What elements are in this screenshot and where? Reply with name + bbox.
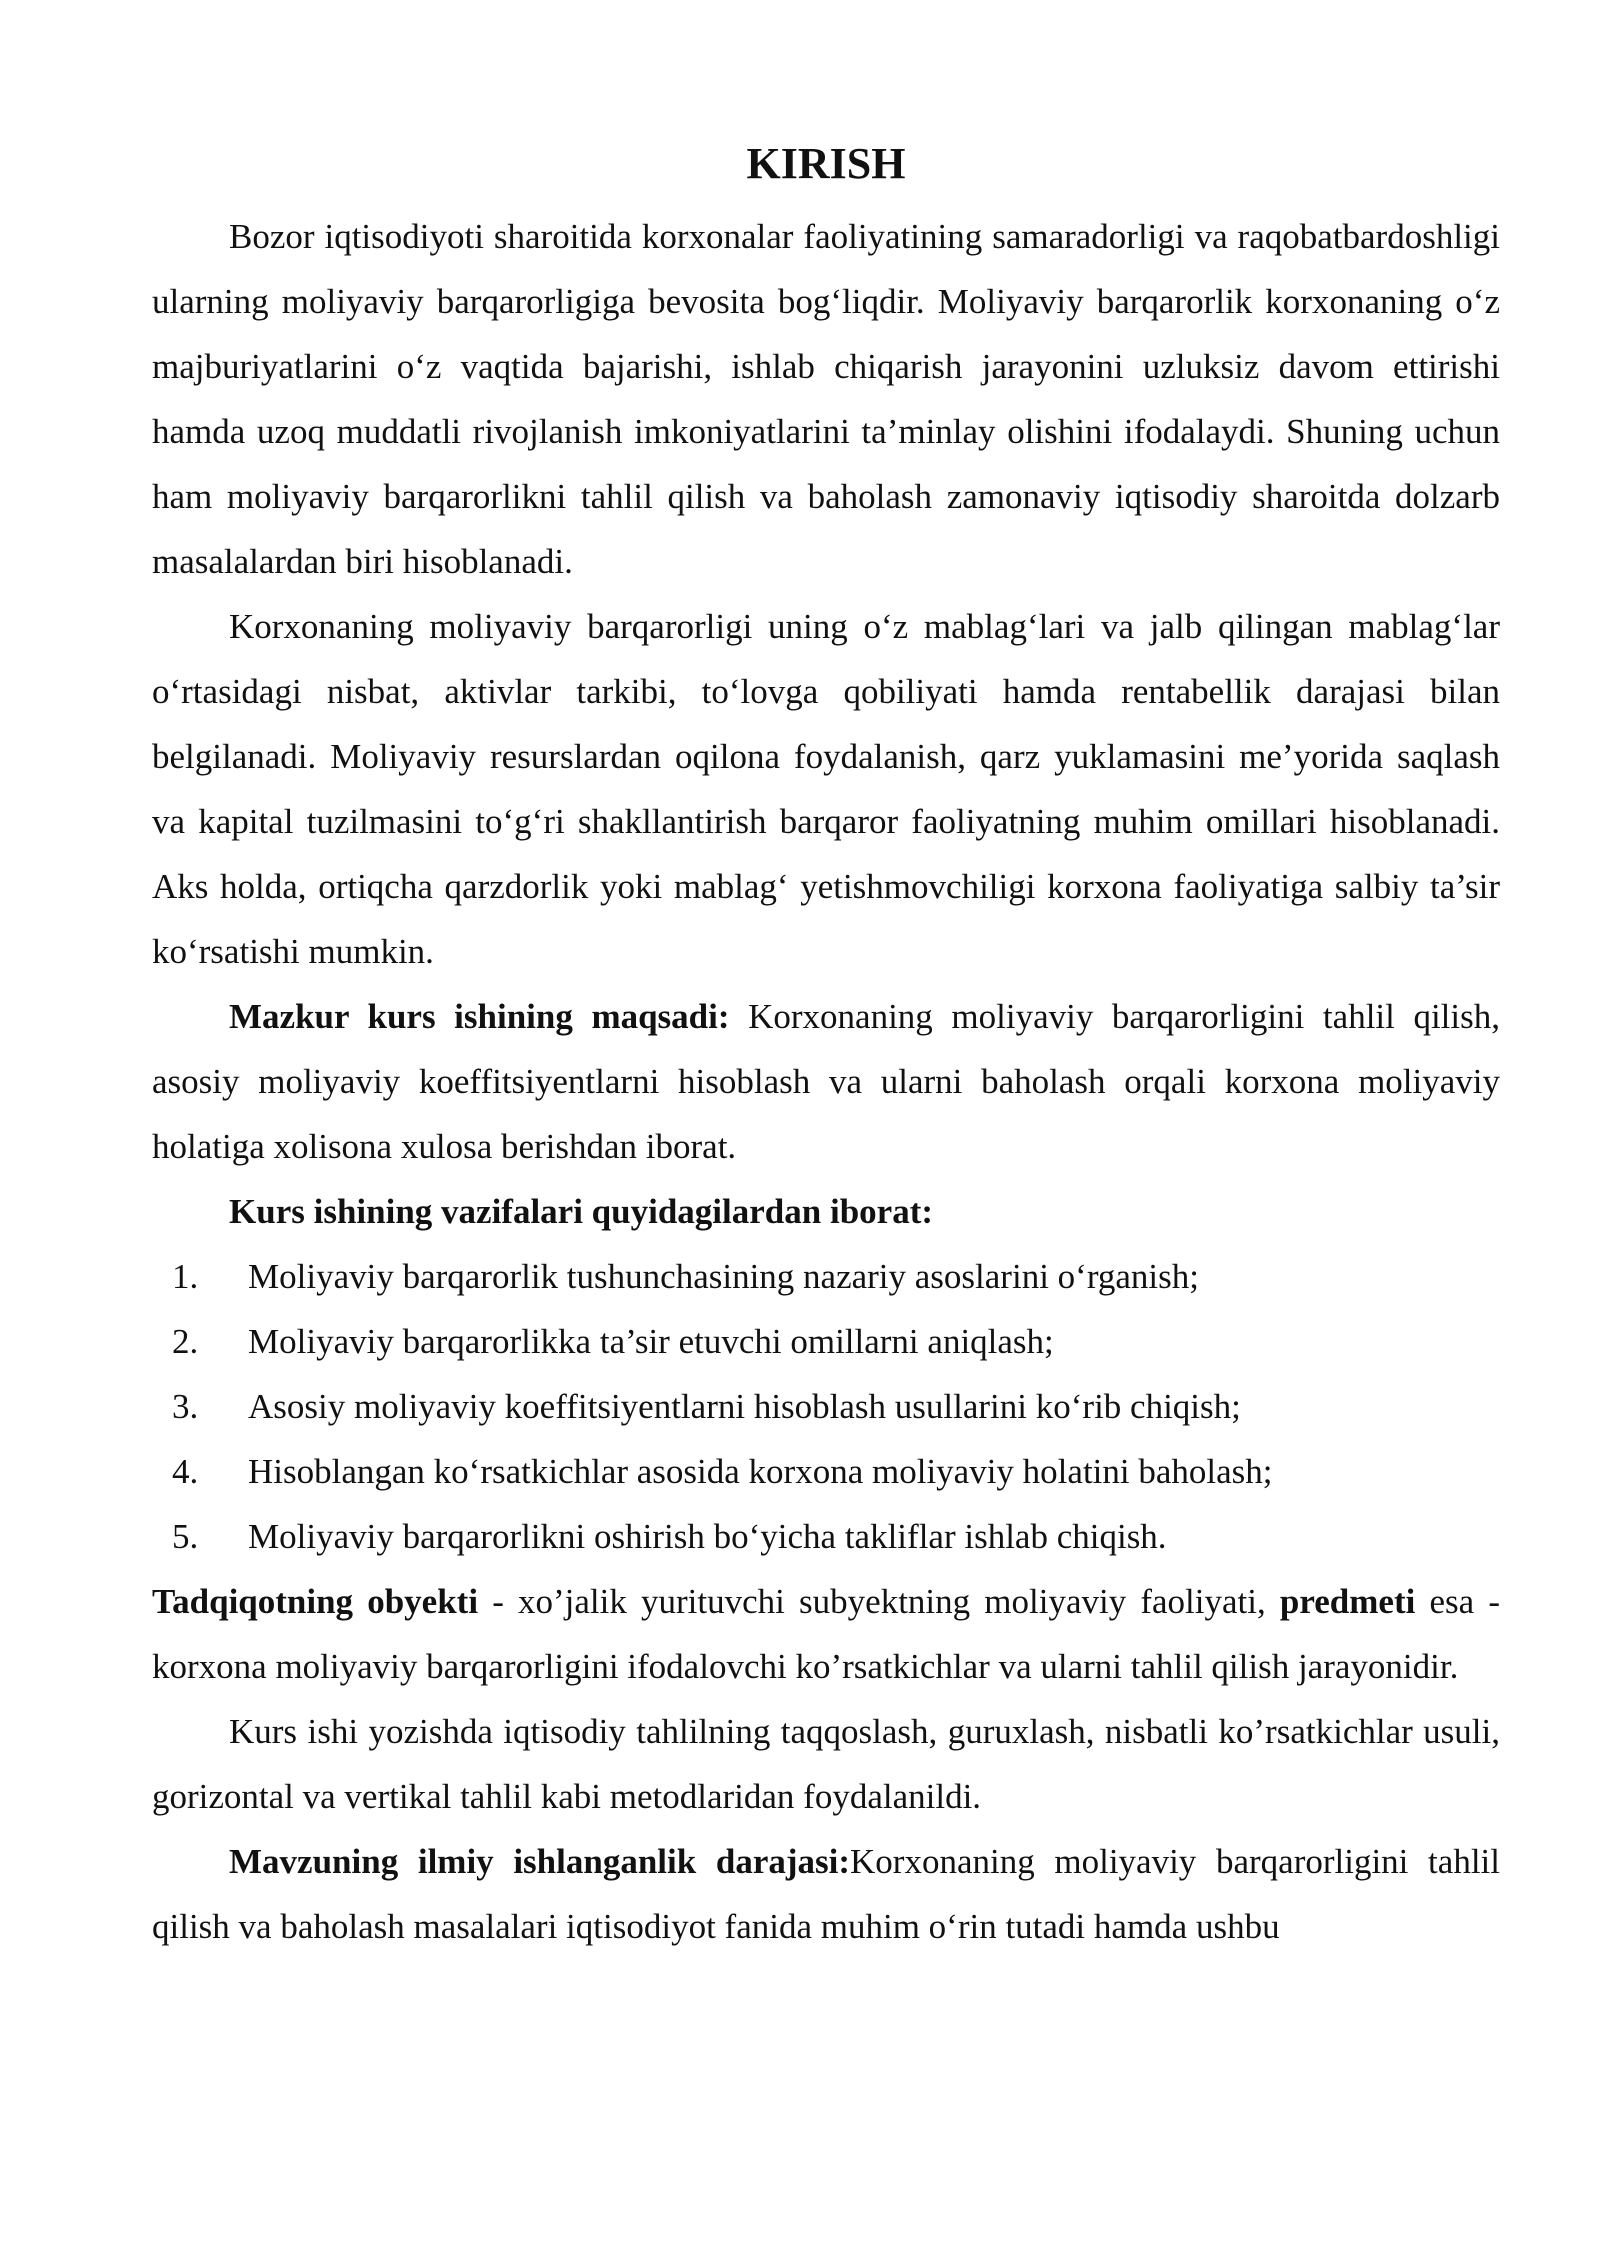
intro-paragraph-2: Korxonaning moliyaviy barqarorligi uning o‘z mablag‘lari va jalb qilingan mablag‘lar o‘rtasidagi nisbat, aktivlar tarkibi, to‘lovga qobiliyati hamda rentabellik darajasi bilan belgilanadi. Moliyaviy resurslardan oqilona foydalanish, qarz yuklamasini me’yorida saqlash va kapital tuzilmasini to‘g‘ri shakllantirish barqaror faoliyatning muhim omillari hisoblanadi. Aks holda, ortiqcha qarzdorlik yoki mablag‘ yetishmovchiligi korxona faoliyatiga salbiy ta’sir ko‘rsatishi mumkin. [152,607,1500,971]
methods-paragraph: Kurs ishi yozishda iqtisodiy tahlilning taqqoslash, guruxlash, nisbatli ko’rsatkichlar usuli, gorizontal va vertikal tahlil kabi metodlaridan foydalanildi. [152,1712,1500,1816]
tasks-list [152,1244,1500,1569]
goal-label: Mazkur kurs ishining maqsadi: [229,997,730,1036]
subject-label: predmeti [1279,1582,1416,1621]
list-item-number: 3. [172,1387,199,1426]
list-item [152,1309,1500,1374]
list-item [152,1504,1500,1569]
degree-label: Mavzuning ilmiy ishlanganlik darajasi: [229,1842,851,1881]
tasks-heading [152,1179,1500,1244]
list-item-text: Hisoblangan ko‘rsatkichlar asosida korxona moliyaviy holatini baholash; [248,1452,1273,1491]
list-item-text: Moliyaviy barqarorlikka ta’sir etuvchi omillarni aniqlash; [248,1322,1054,1361]
document-body [152,124,1500,1959]
page-title: KIRISH [746,139,906,188]
list-item-number: 5. [172,1517,199,1556]
list-item-text: Moliyaviy barqarorlik tushunchasining nazariy asoslarini o‘rganish; [248,1257,1199,1296]
list-item [152,1374,1500,1439]
list-item-number: 4. [172,1452,199,1491]
list-item-number: 2. [172,1322,199,1361]
list-item-text: Moliyaviy barqarorlikni oshirish bo‘yicha takliflar ishlab chiqish. [248,1517,1167,1556]
goal-paragraph [152,984,1500,1179]
object-subject-paragraph [152,1569,1500,1699]
list-item [152,1439,1500,1504]
goal-text: Korxonaning moliyaviy barqarorligini tahlil qilish, asosiy moliyaviy koeffitsiyentlarni hisoblash va ularni baholash orqali korxona moliyaviy holatiga xolisona xulosa berishdan iborat. [152,997,1500,1166]
list-item [152,1244,1500,1309]
tasks-heading-text: Kurs ishining vazifalari quyidagilardan iborat: [229,1192,933,1231]
list-item-text: Asosiy moliyaviy koeffitsiyentlarni hisoblash usullarini ko‘rib chiqish; [248,1387,1241,1426]
degree-paragraph [152,1829,1500,1959]
object-label: Tadqiqotning obyekti [152,1582,479,1621]
list-item-number: 1. [172,1257,199,1296]
intro-paragraph-1: Bozor iqtisodiyoti sharoitida korxonalar faoliyatining samaradorligi va raqobatbardoshligi ularning moliyaviy barqarorligiga bevosita bog‘liqdir. Moliyaviy barqarorlik korxonaning o‘z majburiyatlarini o‘z vaqtida bajarishi, ishlab chiqarish jarayonini uzluksiz davom ettirishi hamda uzoq muddatli rivojlanish imkoniyatlarini ta’minlay olishini ifodalaydi. Shuning uchun ham moliyaviy barqarorlikni tahlil qilish va baholash zamonaviy iqtisodiy sharoitda dolzarb masalalardan biri hisoblanadi. [152,217,1500,581]
degree-text: Korxonaning moliyaviy barqarorligini tahlil qilish va baholash masalalari iqtisodiyot fanida muhim o‘rin tutadi hamda ushbu [152,1842,1500,1946]
subject-text: esa - korxona moliyaviy barqarorligini ifodalovchi ko’rsatkichlar va ularni tahlil qilish jarayonidir. [152,1582,1500,1686]
object-text: - xo’jalik yurituvchi subyektning moliyaviy faoliyati, [478,1582,1280,1621]
